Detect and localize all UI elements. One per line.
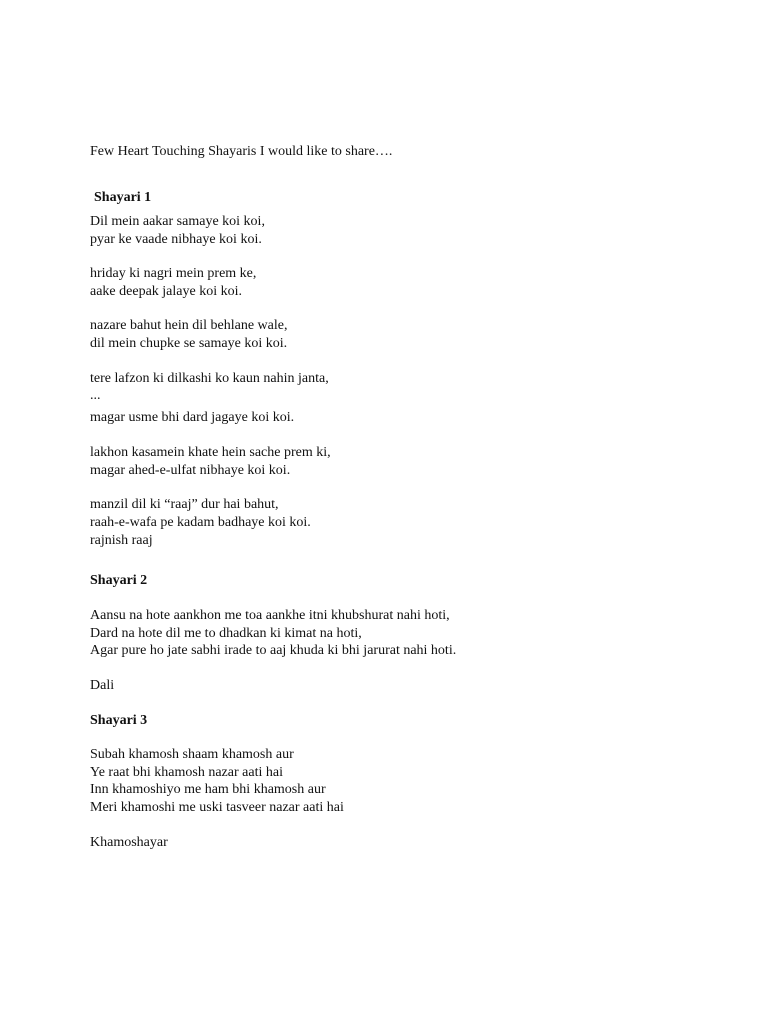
shayari-2-line: Agar pure ho jate sabhi irade to aaj khuda ki bhi jarurat nahi hoti.	[90, 643, 457, 658]
shayari-3-line: Inn khamoshiyo me ham bhi khamosh aur	[90, 782, 326, 797]
shayari-3-heading: Shayari 3	[90, 713, 148, 728]
shayari-1-heading: Shayari 1	[94, 190, 152, 205]
shayari-1-line: nazare bahut hein dil behlane wale,	[90, 318, 288, 333]
shayari-1-line: manzil dil ki “raaj” dur hai bahut,	[90, 497, 279, 512]
shayari-1-line: raah-e-wafa pe kadam badhaye koi koi.	[90, 515, 311, 530]
shayari-1-line: magar ahed-e-ulfat nibhaye koi koi.	[90, 463, 291, 478]
shayari-1-line: magar usme bhi dard jagaye koi koi.	[90, 410, 295, 425]
shayari-1-line: lakhon kasamein khate hein sache prem ki,	[90, 445, 331, 460]
shayari-2-author: Dali	[90, 678, 115, 693]
shayari-3-line: Ye raat bhi khamosh nazar aati hai	[90, 765, 283, 780]
shayari-1-author: rajnish raaj	[90, 533, 153, 548]
shayari-3-author: Khamoshayar	[90, 835, 168, 850]
intro-text: Few Heart Touching Shayaris I would like to share….	[90, 144, 393, 159]
shayari-2-line: Dard na hote dil me to dhadkan ki kimat na hoti,	[90, 626, 362, 641]
shayari-1-line: hriday ki nagri mein prem ke,	[90, 266, 257, 281]
shayari-3-line: Meri khamoshi me uski tasveer nazar aati hai	[90, 800, 344, 815]
shayari-2-line: Aansu na hote aankhon me toa aankhe itni khubshurat nahi hoti,	[90, 608, 450, 623]
shayari-1-line: Dil mein aakar samaye koi koi,	[90, 214, 265, 229]
shayari-1-line: ...	[90, 388, 101, 403]
shayari-3-line: Subah khamosh shaam khamosh aur	[90, 747, 294, 762]
shayari-1-line: pyar ke vaade nibhaye koi koi.	[90, 232, 262, 247]
shayari-1-line: tere lafzon ki dilkashi ko kaun nahin janta,	[90, 371, 329, 386]
shayari-2-heading: Shayari 2	[90, 573, 148, 588]
shayari-1-line: aake deepak jalaye koi koi.	[90, 284, 242, 299]
shayari-1-line: dil mein chupke se samaye koi koi.	[90, 336, 288, 351]
